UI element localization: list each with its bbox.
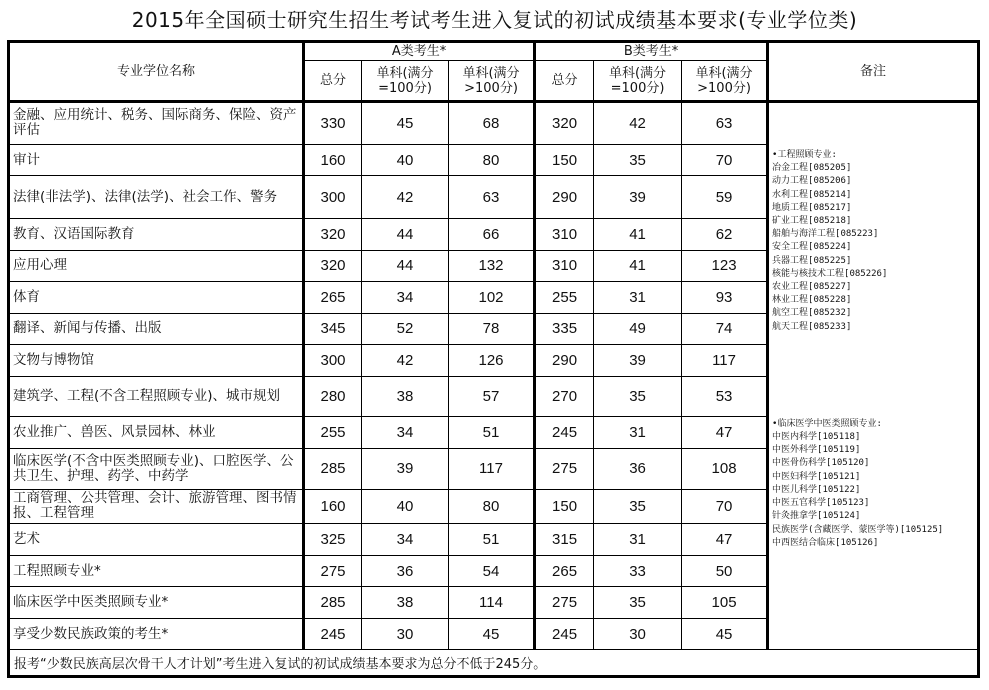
degree-name: 体育 bbox=[9, 282, 304, 314]
degree-name: 工商管理、公共管理、会计、旅游管理、图书情报、工程管理 bbox=[9, 489, 304, 524]
b-single-over100: 108 bbox=[682, 448, 768, 489]
a-single-100: 44 bbox=[362, 250, 449, 282]
b-single-over100: 74 bbox=[682, 313, 768, 345]
b-total-score: 310 bbox=[535, 250, 594, 282]
b-single-over100: 59 bbox=[682, 176, 768, 219]
b-single-100: 35 bbox=[594, 376, 682, 417]
a-total-score: 320 bbox=[304, 219, 362, 251]
a-single-100: 30 bbox=[362, 618, 449, 650]
a-single-100: 34 bbox=[362, 417, 449, 449]
a-single-over100: 80 bbox=[449, 144, 535, 176]
a-single-100: 45 bbox=[362, 102, 449, 145]
b-total-score: 245 bbox=[535, 417, 594, 449]
a-single-100: 40 bbox=[362, 489, 449, 524]
a-single-100: 36 bbox=[362, 555, 449, 587]
degree-name: 应用心理 bbox=[9, 250, 304, 282]
a-single-over100: 117 bbox=[449, 448, 535, 489]
b-single-over100: 93 bbox=[682, 282, 768, 314]
a-single-over100: 78 bbox=[449, 313, 535, 345]
b-total-score: 315 bbox=[535, 524, 594, 556]
degree-name: 建筑学、工程(不含工程照顾专业)、城市规划 bbox=[9, 376, 304, 417]
header-b-single-over100: 单科(满分>100分) bbox=[682, 61, 768, 102]
b-single-over100: 45 bbox=[682, 618, 768, 650]
a-total-score: 160 bbox=[304, 489, 362, 524]
b-single-over100: 47 bbox=[682, 417, 768, 449]
a-single-over100: 132 bbox=[449, 250, 535, 282]
footer-row bbox=[9, 650, 979, 677]
header-b-single100: 单科(满分=100分) bbox=[594, 61, 682, 102]
b-total-score: 290 bbox=[535, 345, 594, 377]
a-single-100: 38 bbox=[362, 376, 449, 417]
b-single-over100: 105 bbox=[682, 587, 768, 619]
b-single-over100: 123 bbox=[682, 250, 768, 282]
b-single-over100: 117 bbox=[682, 345, 768, 377]
header-remarks: 备注 bbox=[768, 42, 979, 102]
b-single-100: 41 bbox=[594, 250, 682, 282]
b-single-over100: 53 bbox=[682, 376, 768, 417]
a-single-over100: 114 bbox=[449, 587, 535, 619]
a-single-100: 52 bbox=[362, 313, 449, 345]
remarks-cell bbox=[768, 102, 979, 650]
a-single-100: 40 bbox=[362, 144, 449, 176]
b-total-score: 265 bbox=[535, 555, 594, 587]
b-single-100: 39 bbox=[594, 345, 682, 377]
degree-name: 金融、应用统计、税务、国际商务、保险、资产评估 bbox=[9, 102, 304, 145]
a-total-score: 285 bbox=[304, 587, 362, 619]
degree-name: 教育、汉语国际教育 bbox=[9, 219, 304, 251]
a-single-100: 44 bbox=[362, 219, 449, 251]
a-single-over100: 54 bbox=[449, 555, 535, 587]
a-total-score: 330 bbox=[304, 102, 362, 145]
a-single-100: 34 bbox=[362, 524, 449, 556]
a-total-score: 320 bbox=[304, 250, 362, 282]
a-single-100: 39 bbox=[362, 448, 449, 489]
table-row bbox=[9, 102, 979, 145]
a-single-over100: 51 bbox=[449, 417, 535, 449]
header-a-single-over100: 单科(满分>100分) bbox=[449, 61, 535, 102]
b-total-score: 310 bbox=[535, 219, 594, 251]
header-a-single100: 单科(满分=100分) bbox=[362, 61, 449, 102]
b-total-score: 270 bbox=[535, 376, 594, 417]
a-single-over100: 45 bbox=[449, 618, 535, 650]
b-single-100: 33 bbox=[594, 555, 682, 587]
b-total-score: 320 bbox=[535, 102, 594, 145]
b-total-score: 150 bbox=[535, 144, 594, 176]
header-a-total: 总分 bbox=[304, 61, 362, 102]
b-single-100: 42 bbox=[594, 102, 682, 145]
a-total-score: 275 bbox=[304, 555, 362, 587]
a-single-over100: 66 bbox=[449, 219, 535, 251]
a-single-100: 42 bbox=[362, 345, 449, 377]
degree-name: 文物与博物馆 bbox=[9, 345, 304, 377]
header-b-total: 总分 bbox=[535, 61, 594, 102]
b-single-100: 30 bbox=[594, 618, 682, 650]
a-single-over100: 80 bbox=[449, 489, 535, 524]
b-single-100: 35 bbox=[594, 489, 682, 524]
b-total-score: 255 bbox=[535, 282, 594, 314]
degree-name: 审计 bbox=[9, 144, 304, 176]
b-total-score: 290 bbox=[535, 176, 594, 219]
b-single-100: 41 bbox=[594, 219, 682, 251]
a-total-score: 280 bbox=[304, 376, 362, 417]
degree-name: 翻译、新闻与传播、出版 bbox=[9, 313, 304, 345]
b-single-over100: 63 bbox=[682, 102, 768, 145]
a-total-score: 160 bbox=[304, 144, 362, 176]
remarks-engineering: •工程照顾专业: 冶金工程[085205] 动力工程[085206] 水利工程[085214] 地质工程[085217] 矿业工程[085218] 船舶与海洋工程[085223] 安全工程[085224] 兵器工程[085225] 核能与核技术工程[085226] 农业工程[085227] 林业工程[085228] 航空工程[085232] 航天工程[085233] bbox=[772, 150, 888, 332]
degree-name: 法律(非法学)、法律(法学)、社会工作、警务 bbox=[9, 176, 304, 219]
b-single-over100: 47 bbox=[682, 524, 768, 556]
b-single-over100: 50 bbox=[682, 555, 768, 587]
b-single-over100: 70 bbox=[682, 144, 768, 176]
b-single-100: 31 bbox=[594, 282, 682, 314]
header-name-col: 专业学位名称 bbox=[9, 42, 304, 102]
b-single-100: 35 bbox=[594, 587, 682, 619]
b-total-score: 150 bbox=[535, 489, 594, 524]
b-total-score: 275 bbox=[535, 448, 594, 489]
degree-name: 临床医学中医类照顾专业* bbox=[9, 587, 304, 619]
degree-name: 临床医学(不含中医类照顾专业)、口腔医学、公共卫生、护理、药学、中药学 bbox=[9, 448, 304, 489]
degree-name: 农业推广、兽医、风景园林、林业 bbox=[9, 417, 304, 449]
degree-name: 工程照顾专业* bbox=[9, 555, 304, 587]
footer-note: 报考“少数民族高层次骨干人才计划”考生进入复试的初试成绩基本要求为总分不低于245分。 bbox=[9, 650, 979, 677]
a-single-over100: 126 bbox=[449, 345, 535, 377]
b-single-100: 49 bbox=[594, 313, 682, 345]
a-total-score: 300 bbox=[304, 176, 362, 219]
b-total-score: 275 bbox=[535, 587, 594, 619]
header-group-b: B类考生* bbox=[535, 42, 768, 61]
score-requirements-table bbox=[7, 40, 980, 678]
b-single-100: 31 bbox=[594, 524, 682, 556]
a-single-over100: 57 bbox=[449, 376, 535, 417]
header-group-a: A类考生* bbox=[304, 42, 535, 61]
a-single-100: 34 bbox=[362, 282, 449, 314]
a-single-over100: 51 bbox=[449, 524, 535, 556]
b-single-100: 36 bbox=[594, 448, 682, 489]
a-single-100: 42 bbox=[362, 176, 449, 219]
b-total-score: 335 bbox=[535, 313, 594, 345]
a-single-100: 38 bbox=[362, 587, 449, 619]
a-single-over100: 102 bbox=[449, 282, 535, 314]
a-total-score: 245 bbox=[304, 618, 362, 650]
b-single-over100: 62 bbox=[682, 219, 768, 251]
b-single-over100: 70 bbox=[682, 489, 768, 524]
a-total-score: 300 bbox=[304, 345, 362, 377]
a-total-score: 325 bbox=[304, 524, 362, 556]
a-total-score: 265 bbox=[304, 282, 362, 314]
a-single-over100: 63 bbox=[449, 176, 535, 219]
page-title: 2015年全国硕士研究生招生考试考生进入复试的初试成绩基本要求(专业学位类) bbox=[131, 8, 858, 32]
a-total-score: 345 bbox=[304, 313, 362, 345]
b-single-100: 39 bbox=[594, 176, 682, 219]
a-single-over100: 68 bbox=[449, 102, 535, 145]
degree-name: 艺术 bbox=[9, 524, 304, 556]
b-single-100: 35 bbox=[594, 144, 682, 176]
a-total-score: 255 bbox=[304, 417, 362, 449]
a-total-score: 285 bbox=[304, 448, 362, 489]
remarks-tcm: •临床医学中医类照顾专业: 中医内科学[105118] 中医外科学[105119] 中医骨伤科学[105120] 中医妇科学[105121] 中医儿科学[105122] 中医五官科学[105123] 针灸推拿学[105124] 民族医学(含藏医学、蒙医学等)[105125] 中西医结合临床[105126] bbox=[772, 418, 944, 548]
b-total-score: 245 bbox=[535, 618, 594, 650]
b-single-100: 31 bbox=[594, 417, 682, 449]
degree-name: 享受少数民族政策的考生* bbox=[9, 618, 304, 650]
